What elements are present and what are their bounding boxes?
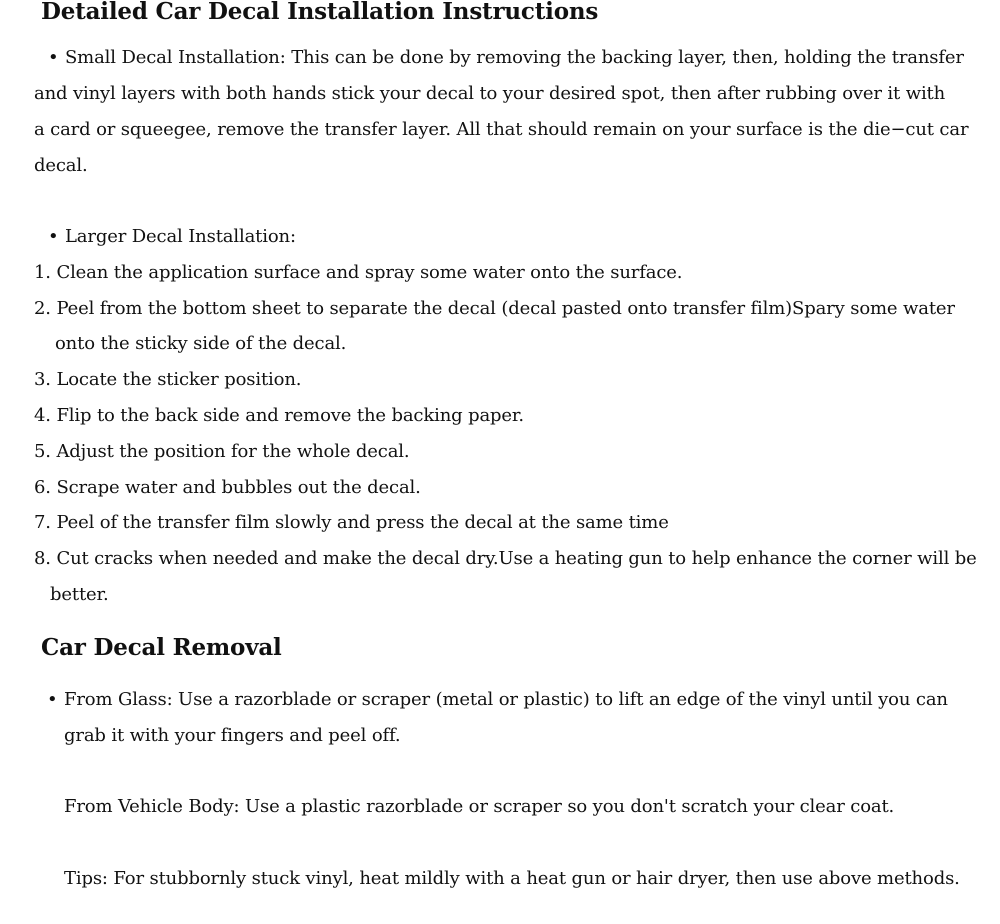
removal-glass-line-2: grab it with your fingers and peel off. — [64, 725, 401, 746]
step-3: 3. Locate the sticker position. — [34, 369, 302, 390]
small-decal-line-1: • Small Decal Installation: This can be done by removing the backing layer, then, holding the transfer — [65, 45, 964, 71]
removal-glass-line-1: • From Glass: Use a razorblade or scraper (metal or plastic) to lift an edge of the vinyl until you can — [64, 687, 948, 713]
removal-body: From Vehicle Body: Use a plastic razorblade or scraper so you don't scratch your clear coat. — [64, 796, 895, 817]
small-decal-line-2: and vinyl layers with both hands stick your decal to your desired spot, then after rubbing over it with — [34, 83, 946, 104]
step-5: 5. Adjust the position for the whole decal. — [34, 441, 410, 462]
step-2: 2. Peel from the bottom sheet to separate the decal (decal pasted onto transfer film)Spary some water — [34, 298, 955, 319]
step-4: 4. Flip to the back side and remove the backing paper. — [34, 405, 524, 426]
installation-heading: Detailed Car Decal Installation Instructions — [41, 0, 599, 25]
step-7: 7. Peel of the transfer film slowly and press the decal at the same time — [34, 512, 669, 533]
step-1: 1. Clean the application surface and spray some water onto the surface. — [34, 262, 683, 283]
step-2-continued: onto the sticky side of the decal. — [55, 333, 347, 354]
step-8-continued: better. — [50, 584, 109, 605]
small-decal-line-4: decal. — [34, 155, 88, 176]
removal-tips: Tips: For stubbornly stuck vinyl, heat mildly with a heat gun or hair dryer, then use above methods. — [64, 868, 960, 889]
step-8: 8. Cut cracks when needed and make the decal dry.Use a heating gun to help enhance the corner will be — [34, 548, 977, 569]
small-decal-line-3: a card or squeegee, remove the transfer layer. All that should remain on your surface is the die−cut car — [34, 119, 969, 140]
large-decal-heading: • Larger Decal Installation: — [65, 224, 296, 250]
step-6: 6. Scrape water and bubbles out the decal. — [34, 477, 421, 498]
removal-heading: Car Decal Removal — [41, 634, 282, 661]
